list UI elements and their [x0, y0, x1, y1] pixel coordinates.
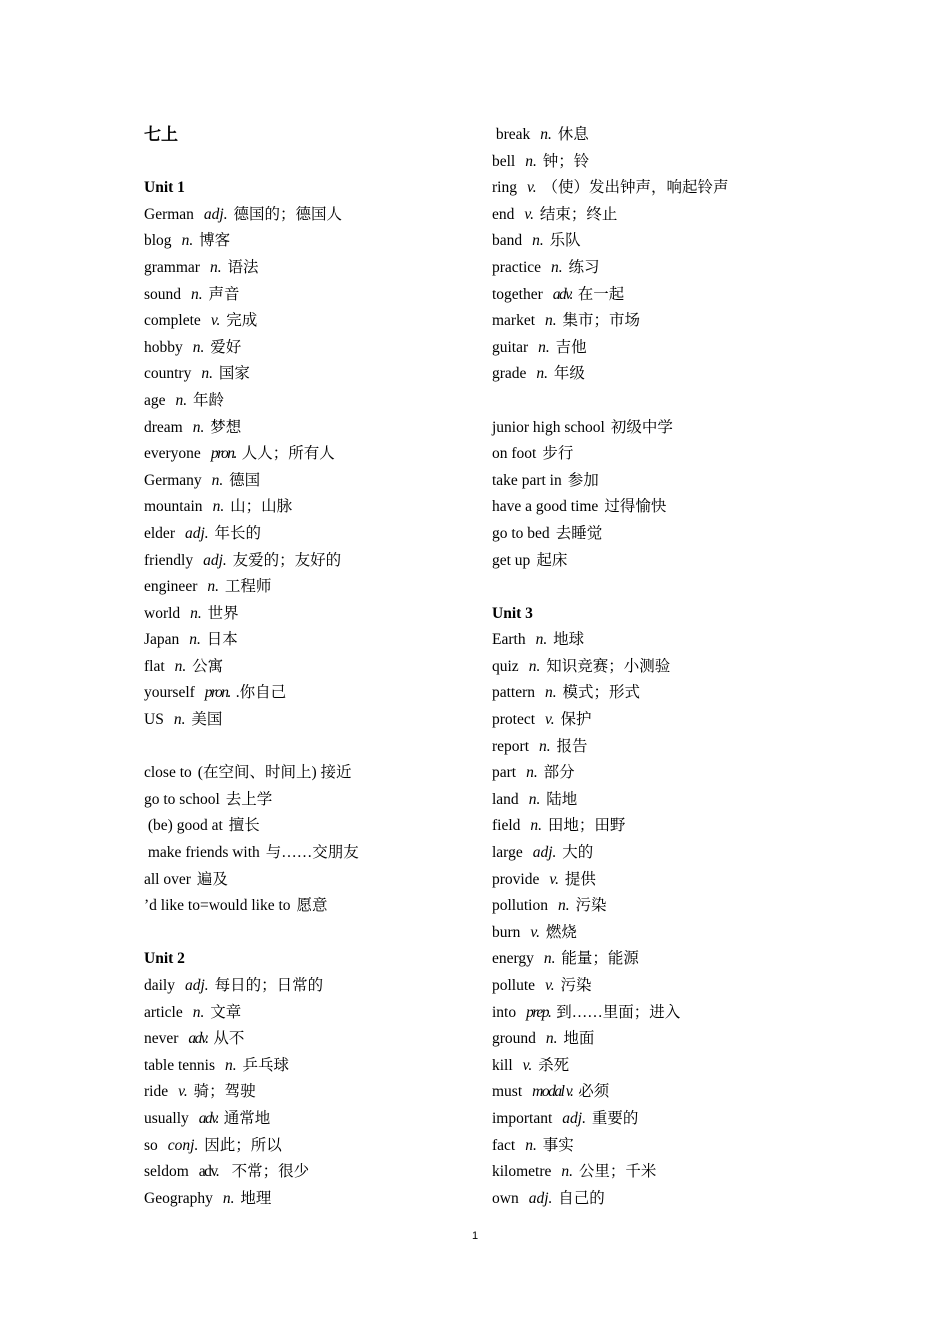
- part-of-speech: n.: [543, 950, 556, 968]
- part-of-speech: conj.: [167, 1136, 199, 1154]
- vocab-entry: [144, 707, 464, 734]
- part-of-speech: adv.: [188, 1030, 208, 1048]
- part-of-speech: prep.: [526, 1003, 551, 1021]
- part-of-speech: modal v.: [532, 1083, 573, 1101]
- phrase-entry: [492, 521, 892, 548]
- vocab-entry: [144, 282, 464, 309]
- entry-word: end: [492, 205, 515, 223]
- entry-word: Geography: [144, 1189, 213, 1207]
- vocab-entry: [492, 654, 892, 681]
- part-of-speech: n.: [557, 897, 570, 915]
- entry-word: practice: [492, 258, 542, 276]
- part-of-speech: adv.: [198, 1163, 219, 1181]
- vocab-entry: [492, 893, 892, 920]
- entry-word: Japan: [144, 631, 180, 649]
- vocab-entry: [492, 335, 892, 362]
- entry-meaning: 友爱的；友好的: [228, 551, 342, 569]
- entry-meaning: 陆地: [542, 790, 578, 808]
- entry-word: break: [492, 126, 531, 143]
- entry-meaning: 与……交朋友: [265, 844, 359, 862]
- vocab-entry: [492, 1133, 892, 1160]
- entry-meaning: 博客: [195, 232, 231, 250]
- part-of-speech: n.: [528, 657, 541, 675]
- entry-word: table tennis: [144, 1056, 216, 1074]
- part-of-speech: n.: [175, 391, 188, 409]
- entry-word: large: [492, 844, 523, 862]
- part-of-speech: n.: [209, 258, 222, 276]
- entry-meaning: 报告: [552, 737, 588, 755]
- entry-word: grade: [492, 365, 527, 383]
- phrase-entry: [144, 867, 464, 894]
- entry-meaning: 污染: [556, 977, 592, 994]
- entry-meaning: 爱好: [206, 338, 242, 356]
- part-of-speech: adv.: [198, 1109, 218, 1127]
- entry-meaning: 擅长: [228, 817, 260, 835]
- vocab-entry: [492, 680, 892, 707]
- part-of-speech: n.: [212, 498, 225, 516]
- entry-meaning: 重要的: [587, 1109, 639, 1127]
- vocab-entry: [144, 654, 464, 681]
- vocab-entry: [492, 1026, 892, 1053]
- entry-word: US: [144, 711, 164, 729]
- entry-meaning: 地球: [549, 631, 585, 649]
- part-of-speech: v.: [549, 870, 559, 888]
- spacer: [492, 574, 892, 601]
- part-of-speech: v.: [545, 977, 555, 994]
- entry-meaning: 保护: [556, 711, 592, 729]
- entry-word: go to school: [144, 790, 220, 808]
- phrase-entry: [144, 840, 464, 867]
- vocab-entry: [144, 1000, 464, 1027]
- entry-word: ride: [144, 1083, 169, 1101]
- entry-meaning: 自己的: [554, 1189, 605, 1207]
- entry-word: seldom: [144, 1163, 189, 1181]
- entry-word: land: [492, 790, 519, 808]
- entry-word: into: [492, 1003, 517, 1021]
- phrase-entry: [144, 893, 464, 920]
- entry-word: complete: [144, 312, 201, 330]
- spacer: [492, 388, 892, 415]
- entry-word: energy: [492, 950, 534, 968]
- entry-word: ground: [492, 1030, 536, 1048]
- entry-meaning: 遍及: [196, 870, 228, 888]
- entry-word: have a good time: [492, 498, 599, 516]
- entry-meaning: 语法: [223, 258, 259, 276]
- vocab-entry: [144, 361, 464, 388]
- entry-word: quiz: [492, 657, 519, 675]
- entry-word: part: [492, 764, 517, 782]
- part-of-speech: pron.: [210, 445, 236, 463]
- spacer: [144, 149, 464, 176]
- entry-word: together: [492, 285, 543, 303]
- part-of-speech: n.: [532, 232, 544, 250]
- vocab-entry: [492, 308, 892, 335]
- part-of-speech: n.: [191, 285, 203, 303]
- vocab-entry: [492, 946, 892, 973]
- part-of-speech: n.: [530, 817, 543, 835]
- entry-meaning: 钟；铃: [538, 152, 590, 170]
- vocab-entry: [492, 813, 892, 840]
- vocab-entry: [492, 202, 892, 229]
- entry-meaning: 每日的；日常的: [210, 977, 324, 994]
- vocab-entry: [492, 149, 892, 176]
- left-column: [144, 122, 464, 1212]
- entry-meaning: 德国的；德国人: [229, 205, 342, 223]
- vocab-entry: [492, 1106, 892, 1133]
- vocab-entry: [144, 468, 464, 495]
- part-of-speech: n.: [207, 578, 219, 596]
- entry-meaning: 德国: [225, 471, 261, 489]
- vocab-entry: [144, 601, 464, 628]
- entry-word: field: [492, 817, 521, 835]
- part-of-speech: adj.: [562, 1109, 586, 1127]
- entry-meaning: 去睡觉: [555, 524, 603, 542]
- entry-meaning: 年龄: [189, 391, 225, 409]
- part-of-speech: adj.: [185, 977, 209, 994]
- entry-word: junior high school: [492, 418, 605, 436]
- part-of-speech: n.: [535, 631, 548, 649]
- entry-meaning: 吉他: [551, 338, 587, 356]
- entry-meaning: 知识竞赛；小测验: [542, 657, 671, 675]
- vocab-entry: [144, 415, 464, 442]
- vocab-entry: [144, 1106, 464, 1133]
- vocab-entry: [144, 973, 464, 1000]
- entry-meaning: 年长的: [210, 524, 262, 542]
- entry-meaning: 乐队: [545, 232, 581, 250]
- entry-word: kill: [492, 1056, 513, 1074]
- entry-word: dream: [144, 418, 183, 436]
- entry-word: blog: [144, 232, 172, 250]
- part-of-speech: n.: [551, 258, 563, 276]
- entry-word: market: [492, 312, 536, 330]
- vocab-entry: [144, 574, 464, 601]
- part-of-speech: v.: [526, 179, 537, 197]
- entry-word: grammar: [144, 258, 200, 276]
- entry-meaning: (在空间、时间上) 接近: [197, 764, 352, 782]
- entry-word: daily: [144, 977, 175, 994]
- entry-meaning: 地理: [236, 1189, 272, 1207]
- part-of-speech: n.: [192, 338, 205, 356]
- page-title: 七上: [144, 125, 178, 144]
- entry-meaning: 事实: [538, 1136, 574, 1154]
- vocab-entry: [492, 175, 892, 202]
- spacer: [144, 920, 464, 947]
- vocab-entry: [144, 308, 464, 335]
- entry-word: world: [144, 604, 181, 622]
- vocab-entry: [144, 202, 464, 229]
- phrase-entry: [144, 787, 464, 814]
- vocab-entry: [492, 361, 892, 388]
- vocab-entry: [492, 973, 892, 1000]
- part-of-speech: n.: [222, 1189, 235, 1207]
- phrase-entry: [492, 548, 892, 575]
- entry-word: hobby: [144, 338, 183, 356]
- entry-meaning: 梦想: [206, 418, 242, 436]
- part-of-speech: n.: [525, 1136, 537, 1154]
- entry-meaning: 国家: [214, 365, 250, 383]
- entry-meaning: 山；山脉: [226, 498, 293, 516]
- entry-meaning: 提供: [560, 870, 596, 888]
- phrase-entry: [144, 760, 464, 787]
- vocab-entry: [492, 282, 892, 309]
- entry-meaning: 声音: [204, 285, 240, 303]
- entry-meaning: 通常地: [219, 1109, 271, 1127]
- part-of-speech: v.: [178, 1083, 188, 1101]
- entry-word: engineer: [144, 578, 198, 596]
- entry-word: everyone: [144, 445, 201, 463]
- part-of-speech: n.: [201, 365, 213, 383]
- part-of-speech: v.: [522, 1056, 533, 1074]
- part-of-speech: n.: [192, 1003, 205, 1021]
- vocab-entry: [492, 627, 892, 654]
- part-of-speech: n.: [561, 1163, 574, 1181]
- entry-word: get up: [492, 551, 531, 569]
- entry-meaning: 不常；很少: [220, 1163, 310, 1181]
- entry-word: ring: [492, 179, 517, 197]
- entry-meaning: （使）发出钟声，响起铃声: [538, 179, 729, 197]
- entry-meaning: 年级: [550, 365, 585, 383]
- part-of-speech: n.: [225, 1056, 237, 1074]
- page-number: 1: [471, 1230, 479, 1242]
- entry-meaning: 休息: [553, 126, 589, 143]
- entry-word: must: [492, 1083, 523, 1101]
- part-of-speech: n.: [173, 711, 186, 729]
- entry-word: band: [492, 232, 523, 250]
- entry-word: usually: [144, 1109, 189, 1127]
- entry-meaning: 初级中学: [610, 418, 673, 436]
- part-of-speech: adj.: [203, 205, 228, 223]
- vocab-entry: [144, 1133, 464, 1160]
- entry-meaning: 完成: [222, 312, 258, 330]
- entry-word: article: [144, 1003, 183, 1021]
- part-of-speech: n.: [545, 1030, 558, 1048]
- part-of-speech: v.: [210, 312, 221, 330]
- part-of-speech: adj.: [532, 844, 557, 862]
- part-of-speech: adj.: [203, 551, 227, 569]
- part-of-speech: adj.: [528, 1189, 553, 1207]
- entry-meaning: 大的: [558, 844, 594, 862]
- unit-heading: Unit 3: [492, 604, 533, 622]
- entry-meaning: 文章: [206, 1003, 242, 1021]
- vocab-entry: [144, 255, 464, 282]
- entry-word: never: [144, 1030, 179, 1048]
- entry-meaning: 杀死: [534, 1056, 570, 1074]
- entry-word: protect: [492, 711, 536, 729]
- entry-meaning: 燃烧: [542, 923, 577, 941]
- entry-meaning: 愿意: [296, 897, 328, 915]
- spacer: [144, 734, 464, 761]
- vocab-entry: [492, 760, 892, 787]
- entry-meaning: .你自己: [231, 684, 287, 702]
- entry-meaning: 结束；终止: [536, 205, 618, 223]
- part-of-speech: n.: [192, 418, 205, 436]
- entry-meaning: 美国: [187, 711, 223, 729]
- vocab-entry: [492, 734, 892, 761]
- vocab-entry: [144, 1053, 464, 1080]
- entry-word: so: [144, 1136, 158, 1154]
- entry-meaning: 田地；田野: [544, 817, 626, 835]
- entry-meaning: 去上学: [225, 790, 273, 808]
- vocab-entry: [144, 627, 464, 654]
- vocab-entry: [144, 1026, 464, 1053]
- vocab-entry: [144, 228, 464, 255]
- phrase-entry: [492, 415, 892, 442]
- vocab-entry: [492, 255, 892, 282]
- entry-word: close to: [144, 764, 192, 782]
- entry-word: report: [492, 737, 530, 755]
- vocab-entry: [492, 707, 892, 734]
- entry-word: all over: [144, 870, 191, 888]
- entry-meaning: 因此；所以: [200, 1136, 282, 1154]
- part-of-speech: n.: [190, 604, 202, 622]
- vocab-entry: [492, 1159, 892, 1186]
- left-vocab-list: [144, 149, 464, 1213]
- part-of-speech: adj.: [184, 524, 209, 542]
- entry-word: yourself: [144, 684, 195, 702]
- entry-meaning: 公里；千米: [575, 1163, 657, 1181]
- entry-word: fact: [492, 1136, 516, 1154]
- entry-word: kilometre: [492, 1163, 552, 1181]
- entry-meaning: 练习: [564, 258, 600, 276]
- entry-meaning: 工程师: [220, 578, 272, 596]
- entry-word: German: [144, 205, 194, 223]
- entry-word: pollution: [492, 897, 548, 915]
- vocab-entry: [144, 388, 464, 415]
- vocab-entry: [144, 680, 464, 707]
- part-of-speech: v.: [524, 205, 534, 223]
- part-of-speech: n.: [538, 338, 550, 356]
- entry-word: provide: [492, 870, 540, 888]
- entry-meaning: 能量；能源: [557, 950, 639, 968]
- entry-word: flat: [144, 657, 165, 675]
- vocab-entry: [144, 521, 464, 548]
- entry-meaning: 起床: [536, 551, 568, 569]
- entry-meaning: 世界: [203, 604, 239, 622]
- entry-word: bell: [492, 152, 516, 170]
- entry-word: ’d like to=would like to: [144, 897, 291, 915]
- right-vocab-list: [492, 122, 892, 1212]
- entry-word: go to bed: [492, 524, 550, 542]
- right-column: [492, 122, 892, 1212]
- entry-word: burn: [492, 923, 521, 941]
- vocab-entry: [144, 441, 464, 468]
- part-of-speech: pron.: [204, 684, 230, 702]
- phrase-entry: [492, 494, 892, 521]
- entry-meaning: 部分: [539, 764, 575, 782]
- entry-meaning: 在一起: [573, 285, 625, 303]
- vocab-entry: [144, 1186, 464, 1213]
- vocab-entry: [144, 1079, 464, 1106]
- vocab-entry: [492, 1053, 892, 1080]
- entry-meaning: 过得愉快: [604, 498, 667, 516]
- part-of-speech: n.: [211, 471, 224, 489]
- entry-word: sound: [144, 285, 182, 303]
- vocab-entry: [492, 1186, 892, 1213]
- vocab-entry: [492, 1000, 892, 1027]
- entry-meaning: 日本: [202, 631, 238, 649]
- part-of-speech: v.: [530, 923, 541, 941]
- vocab-entry: [492, 787, 892, 814]
- entry-word: friendly: [144, 551, 194, 569]
- vocab-entry: [492, 1079, 892, 1106]
- vocab-entry: [492, 122, 892, 149]
- entry-meaning: 必须: [574, 1083, 610, 1101]
- part-of-speech: n.: [540, 126, 552, 143]
- part-of-speech: adv.: [552, 285, 572, 303]
- vocab-entry: [144, 548, 464, 575]
- entry-word: own: [492, 1189, 519, 1207]
- entry-word: pollute: [492, 977, 536, 994]
- entry-word: make friends with: [144, 844, 260, 862]
- part-of-speech: n.: [174, 657, 187, 675]
- part-of-speech: n.: [181, 232, 194, 250]
- entry-meaning: 参加: [567, 471, 599, 489]
- entry-meaning: 集市；市场: [558, 312, 641, 330]
- entry-word: Germany: [144, 471, 202, 489]
- part-of-speech: n.: [536, 365, 549, 383]
- part-of-speech: v.: [545, 711, 555, 729]
- unit-heading: Unit 1: [144, 179, 185, 197]
- entry-word: important: [492, 1109, 553, 1127]
- part-of-speech: n.: [545, 684, 557, 702]
- entry-word: mountain: [144, 498, 203, 516]
- entry-word: take part in: [492, 471, 562, 489]
- entry-meaning: 骑；驾驶: [189, 1083, 256, 1101]
- entry-meaning: 公寓: [188, 657, 224, 675]
- entry-word: (be) good at: [144, 817, 223, 835]
- phrase-entry: [492, 468, 892, 495]
- entry-meaning: 从不: [209, 1030, 245, 1048]
- entry-meaning: 人人；所有人: [237, 445, 335, 463]
- vocab-entry: [492, 920, 892, 947]
- entry-meaning: 乒乓球: [238, 1056, 290, 1074]
- entry-meaning: 模式；形式: [558, 684, 641, 702]
- entry-word: country: [144, 365, 192, 383]
- entry-word: age: [144, 391, 166, 409]
- vocab-entry: [492, 228, 892, 255]
- vocab-entry: [144, 1159, 464, 1186]
- phrase-entry: [492, 441, 892, 468]
- entry-word: pattern: [492, 684, 536, 702]
- entry-word: guitar: [492, 338, 529, 356]
- vocab-entry: [492, 840, 892, 867]
- entry-word: elder: [144, 524, 175, 542]
- part-of-speech: n.: [539, 737, 551, 755]
- entry-meaning: 步行: [542, 445, 574, 463]
- vocab-entry: [144, 335, 464, 362]
- entry-meaning: 到……里面；进入: [552, 1003, 681, 1021]
- entry-meaning: 污染: [571, 897, 607, 915]
- part-of-speech: n.: [189, 631, 201, 649]
- phrase-entry: [144, 813, 464, 840]
- part-of-speech: n.: [528, 790, 541, 808]
- entry-word: on foot: [492, 445, 537, 463]
- part-of-speech: n.: [525, 152, 537, 170]
- vocab-entry: [492, 867, 892, 894]
- part-of-speech: n.: [526, 764, 538, 782]
- entry-meaning: 地面: [559, 1030, 595, 1048]
- part-of-speech: n.: [545, 312, 557, 330]
- vocab-entry: [144, 494, 464, 521]
- entry-word: Earth: [492, 631, 526, 649]
- unit-heading: Unit 2: [144, 950, 185, 968]
